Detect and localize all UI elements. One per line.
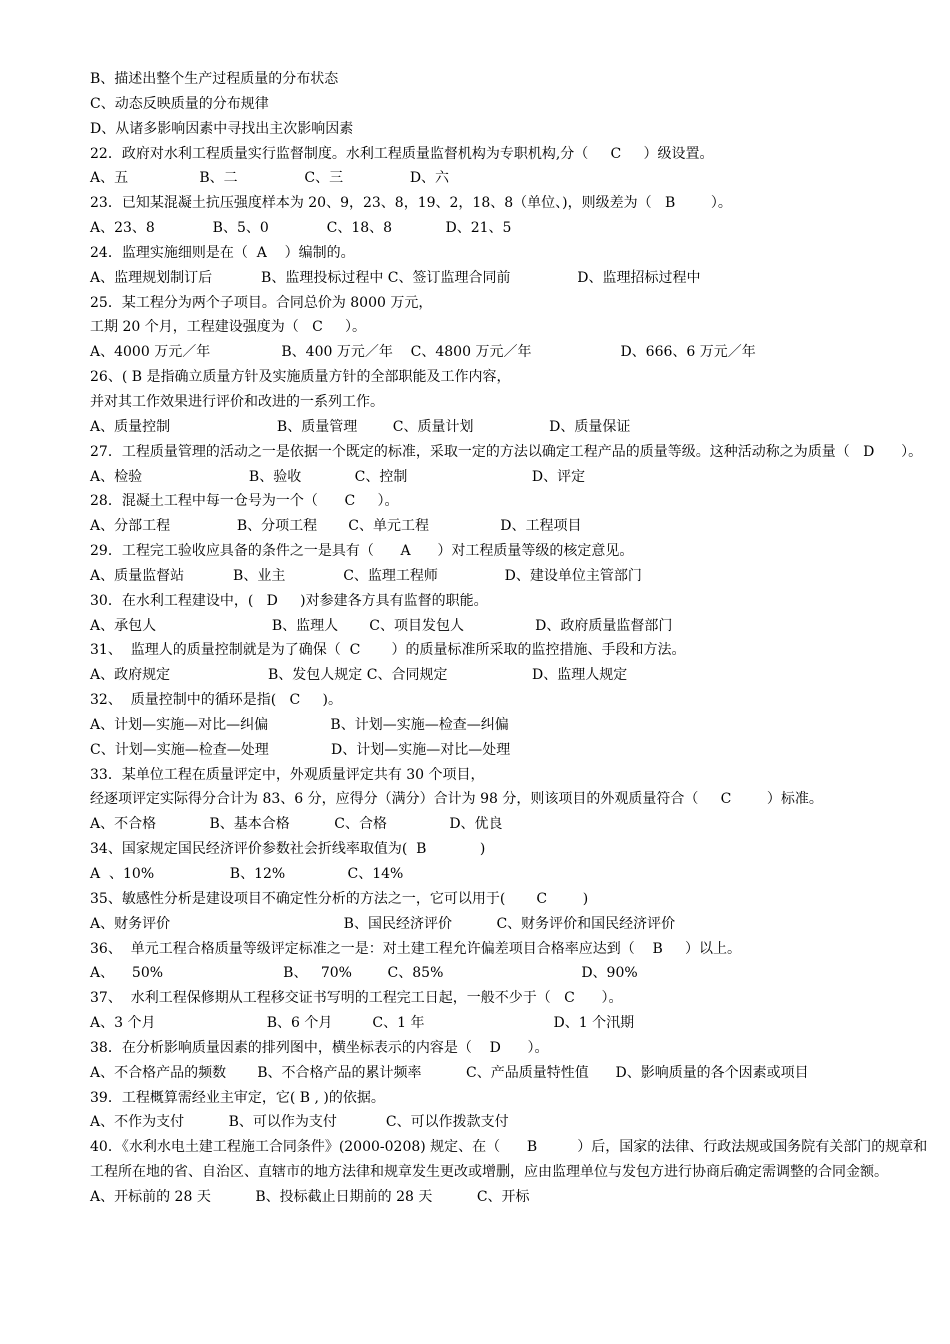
- question-36: 36、 单元工程合格质量等级评定标准之一是：对土建工程允许偏差项目合格率应达到（ B ）以上。: [90, 940, 742, 957]
- question-29: 29．工程完工验收应具备的条件之一是具有（ A ）对工程质量等级的核定意见。: [90, 543, 634, 560]
- options-29: A、质量监督站 B、业主 C、监理工程师 D、建设单位主管部门: [90, 567, 642, 584]
- options-37: A、3 个月 B、6 个月 C、1 年 D、1 个汛期: [90, 1015, 635, 1032]
- question-38: 38．在分析影响质量因素的排列图中，横坐标表示的内容是（ D ）。: [90, 1039, 549, 1056]
- options-22: A、五 B、二 C、三 D、六: [90, 170, 450, 187]
- options-27: A、检验 B、验收 C、控制 D、评定: [90, 468, 586, 485]
- options-24: A、监理规划制订后 B、监理投标过程中 C、签订监理合同前 D、监理招标过程中: [90, 269, 701, 286]
- options-34: A 、10% B、12% C、14%: [90, 866, 404, 882]
- options-32-c: C、计划—实施—检查—处理 D、计划—实施—对比—处理: [90, 741, 511, 758]
- question-27: 27．工程质量管理的活动之一是依据一个既定的标准，采取一定的方法以确定工程产品的质量等级。这种活动称之为质量（ D ）。: [90, 443, 923, 460]
- question-40: 40．《水利水电土建工程施工合同条件》(2000-0208) 规定、在（ B ）后，国家的法律、行政法规或国务院有关部门的规章和工程所在地的省、自治区、直辖市的地方法律和规章发生更改或增删，应由监理单位与发包方进行协商后确定需调整的合同金额。: [90, 1139, 928, 1181]
- question-23: 23．已知某混凝土抗压强度样本为 20、9，23、8，19、2，18、8（单位、)，则级差为（ B ）。: [90, 195, 732, 212]
- options-36: A、 50% B、 70% C、85% D、90%: [90, 965, 638, 982]
- question-33: 33．某单位工程在质量评定中，外观质量评定共有 30 个项目，: [90, 766, 485, 783]
- options-39: A、不作为支付 B、可以作为支付 C、可以作拨款支付: [90, 1114, 509, 1131]
- options-23: A、23、8 B、5、0 C、18、8 D、21、5: [90, 220, 512, 237]
- question-35: 35、敏感性分析是建设项目不确定性分析的方法之一，它可以用于( C ): [90, 890, 589, 907]
- options-28: A、分部工程 B、分项工程 C、单元工程 D、工程项目: [90, 518, 582, 535]
- text-line: D、从诸多影响因素中寻找出主次影响因素: [90, 120, 354, 137]
- options-35: A、财务评价 B、国民经济评价 C、财务评价和国民经济评价: [90, 915, 676, 932]
- document-page: [90, 67, 935, 1210]
- options-40: A、开标前的 28 天 B、投标截止日期前的 28 天 C、开标: [90, 1188, 530, 1205]
- question-34: 34、国家规定国民经济评价参数社会折线率取值为( B ): [90, 841, 486, 858]
- options-31: A、政府规定 B、发包人规定 C、合同规定 D、监理人规定: [90, 667, 628, 684]
- text-line: C、动态反映质量的分布规律: [90, 95, 269, 112]
- question-24: 24．监理实施细则是在（ A ）编制的。: [90, 244, 355, 261]
- question-28: 28．混凝土工程中每一仓号为一个（ C ）。: [90, 493, 399, 510]
- question-25-cont: 工期 20 个月，工程建设强度为（ C ）。: [90, 319, 367, 336]
- question-22: 22．政府对水利工程质量实行监督制度。水利工程质量监督机构为专职机构,分（ C ）级设置。: [90, 145, 714, 162]
- question-37: 37、 水利工程保修期从工程移交证书写明的工程完工日起，一般不少于（ C ）。: [90, 990, 623, 1007]
- question-25: 25．某工程分为两个子项目。合同总价为 8000 万元，: [90, 294, 433, 311]
- options-25: A、4000 万元／年 B、400 万元／年 C、4800 万元／年 D、666、6 万元／年: [90, 344, 756, 361]
- options-26: A、质量控制 B、质量管理 C、质量计划 D、质量保证: [90, 418, 631, 435]
- question-39: 39．工程概算需经业主审定，它( B , )的依据。: [90, 1089, 385, 1106]
- question-30: 30．在水利工程建设中，( D )对参建各方具有监督的职能。: [90, 592, 488, 609]
- question-26-cont: 并对其工作效果进行评价和改进的一系列工作。: [90, 393, 384, 410]
- options-32-a: A、计划—实施—对比—纠偏 B、计划—实施—检查—纠偏: [90, 716, 509, 733]
- question-33-cont: 经逐项评定实际得分合计为 83、6 分，应得分（满分）合计为 98 分，则该项目的外观质量符合（ C ）标准。: [90, 791, 823, 808]
- options-38: A、不合格产品的频数 B、不合格产品的累计频率 C、产品质量特性值 D、影响质量的各个因素或项目: [90, 1064, 809, 1081]
- question-26: 26、( B 是指确立质量方针及实施质量方针的全部职能及工作内容，: [90, 369, 511, 386]
- options-30: A、承包人 B、监理人 C、项目发包人 D、政府质量监督部门: [90, 617, 673, 634]
- text-line: B、描述出整个生产过程质量的分布状态: [90, 71, 339, 87]
- question-32: 32、 质量控制中的循环是指( C )。: [90, 692, 342, 709]
- question-31: 31、 监理人的质量控制就是为了确保（ C ）的质量标准所采取的监控措施、手段和方法。: [90, 642, 686, 659]
- options-33: A、不合格 B、基本合格 C、合格 D、优良: [90, 816, 503, 833]
